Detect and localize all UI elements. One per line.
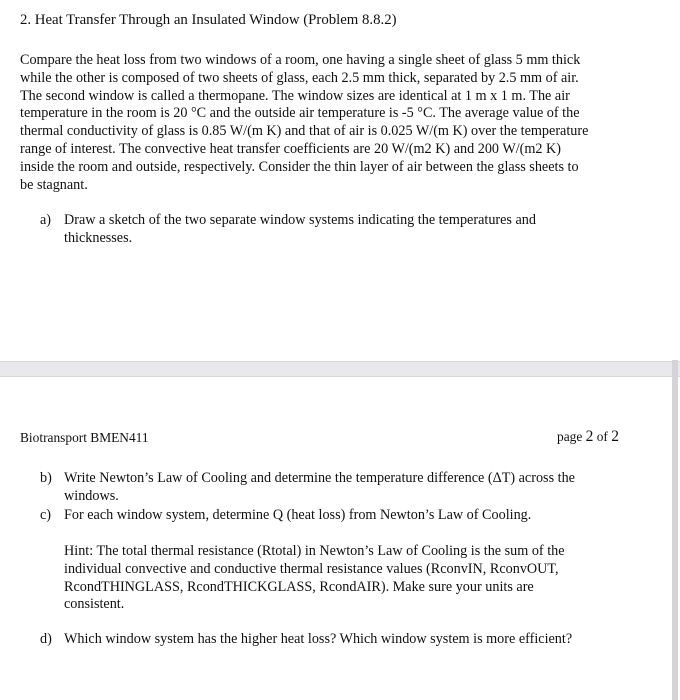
part-c-line: For each window system, determine Q (heat loss) from Newton’s Law of Cooling. [64,507,532,523]
course-label: Biotransport BMEN411 [20,430,149,445]
hint-line: RcondTHINGLASS, RcondTHICKGLASS, RcondAIR). Make sure your units are [64,578,534,595]
part-b-text [64,470,575,506]
page-current: 2 [585,428,594,445]
scrollbar[interactable] [672,360,678,700]
page-prefix: page [557,429,586,444]
part-b-label: b) [40,470,52,486]
hint-line: Hint: The total thermal resistance (Rtotal) in Newton’s Law of Cooling is the sum of the [64,543,565,559]
hint-line: individual convective and conductive thermal resistance values (RconvIN, RconvOUT, [64,560,559,577]
part-c [40,507,660,527]
page-mid: of [593,429,612,444]
part-d-text [64,631,572,649]
page-total: 2 [611,428,619,445]
part-a-text [64,212,536,248]
problem-statement [20,52,660,194]
problem-line: Compare the heat loss from two windows of a room, one having a single sheet of glass 5 mm thick [20,52,581,68]
problem-line: range of interest. The convective heat transfer coefficients are 20 W/(m2 K) and 200 W/(m2 K) [20,140,562,157]
part-b-line: Write Newton’s Law of Cooling and determine the temperature difference (ΔT) across the [64,470,575,486]
part-a-line: thicknesses. [64,229,133,246]
part-a-label: a) [40,212,52,228]
hint-block [64,543,565,614]
problem-line: The second window is called a thermopane. The window sizes are identical at 1 m x 1 m. The air [20,87,570,104]
problem-line: inside the room and outside, respectively. Consider the thin layer of air between the glass sheets to [20,158,579,175]
part-a-line: Draw a sketch of the two separate window systems indicating the temperatures and [64,212,536,228]
problem-line: thermal conductivity of glass is 0.85 W/(m K) and that of air is 0.025 W/(m K) over the temperature [20,123,589,140]
part-b [40,470,660,510]
problem-line: temperature in the room is 20 °C and the outside air temperature is -5 °C. The average value of the [20,105,580,122]
part-c-label: c) [40,507,52,523]
part-a [40,212,660,252]
part-d-label: d) [40,631,52,647]
page-number [557,428,619,446]
part-b-line: windows. [64,487,119,504]
problem-title: 2. Heat Transfer Through an Insulated Window (Problem 8.8.2) [20,12,397,28]
hint-line: consistent. [64,596,125,613]
page-break-divider [0,361,680,377]
problem-line: be stagnant. [20,176,88,193]
part-c-text [64,507,531,525]
part-d [40,631,660,651]
part-d-line: Which window system has the higher heat loss? Which window system is more efficient? [64,631,573,647]
problem-line: while the other is composed of two sheets of glass, each 2.5 mm thick, separated by 2.5 mm of air. [20,69,579,86]
